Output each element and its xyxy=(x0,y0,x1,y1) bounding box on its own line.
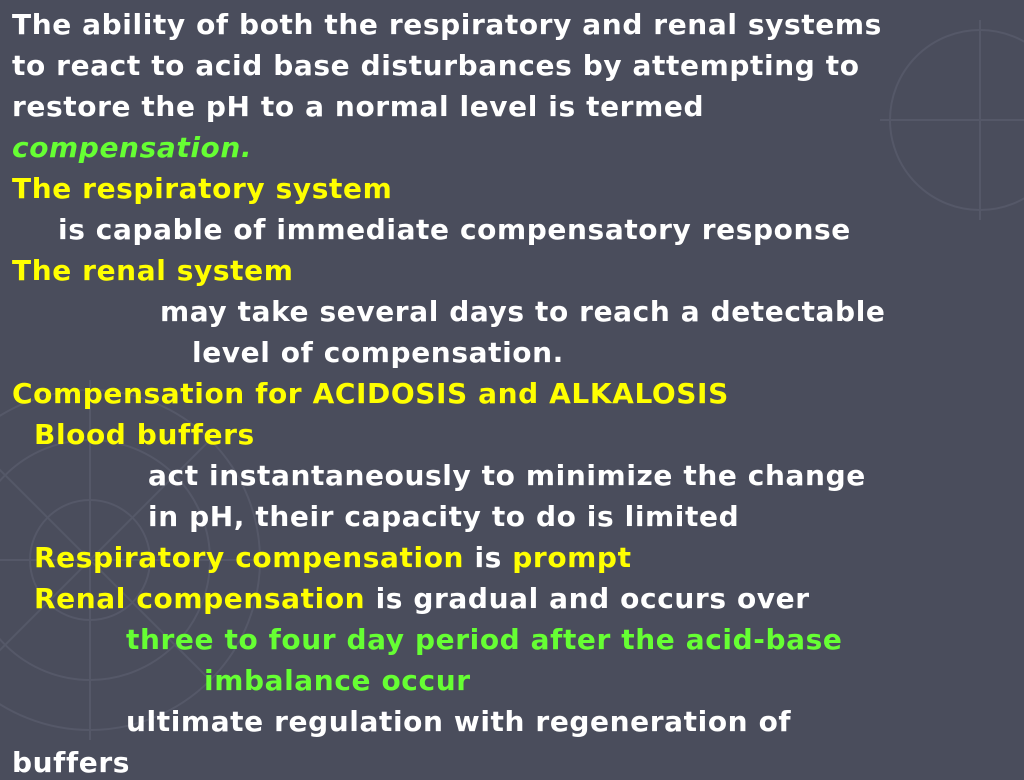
renal-period-line-1: three to four day period after the acid-base xyxy=(126,623,843,656)
renal-regulation-line: ultimate regulation with regeneration of xyxy=(126,705,792,738)
renal-regulation-continuation: buffers xyxy=(12,746,131,779)
intro-line-1: The ability of both the respiratory and renal systems xyxy=(12,8,882,41)
respiratory-system-desc: is capable of immediate compensatory response xyxy=(58,213,851,246)
blood-buffers-desc-1: act instantaneously to minimize the change xyxy=(148,459,866,492)
renal-period-line-2: imbalance occur xyxy=(204,664,471,697)
renal-compensation-line xyxy=(34,582,810,616)
renal-system-desc-2: level of compensation. xyxy=(192,336,564,369)
intro-line-3: restore the pH to a normal level is termed xyxy=(12,90,705,123)
renal-system-desc-1: may take several days to reach a detectable xyxy=(160,295,886,328)
respiratory-system-heading: The respiratory system xyxy=(12,172,393,205)
renal-system-heading: The renal system xyxy=(12,254,294,287)
renal-compensation-rest: is gradual and occurs over xyxy=(365,582,810,615)
respiratory-compensation-value: prompt xyxy=(512,541,632,574)
respiratory-compensation-line xyxy=(34,541,632,575)
renal-compensation-label: Renal compensation xyxy=(34,582,366,615)
blood-buffers-heading: Blood buffers xyxy=(34,418,255,451)
respiratory-compensation-label: Respiratory compensation xyxy=(34,541,465,574)
compensation-heading: Compensation for ACIDOSIS and ALKALOSIS xyxy=(12,377,729,410)
blood-buffers-desc-2: in pH, their capacity to do is limited xyxy=(148,500,740,533)
compensation-term: compensation. xyxy=(12,131,253,164)
respiratory-compensation-connector: is xyxy=(464,541,513,574)
intro-line-2: to react to acid base disturbances by attempting to xyxy=(12,49,860,82)
